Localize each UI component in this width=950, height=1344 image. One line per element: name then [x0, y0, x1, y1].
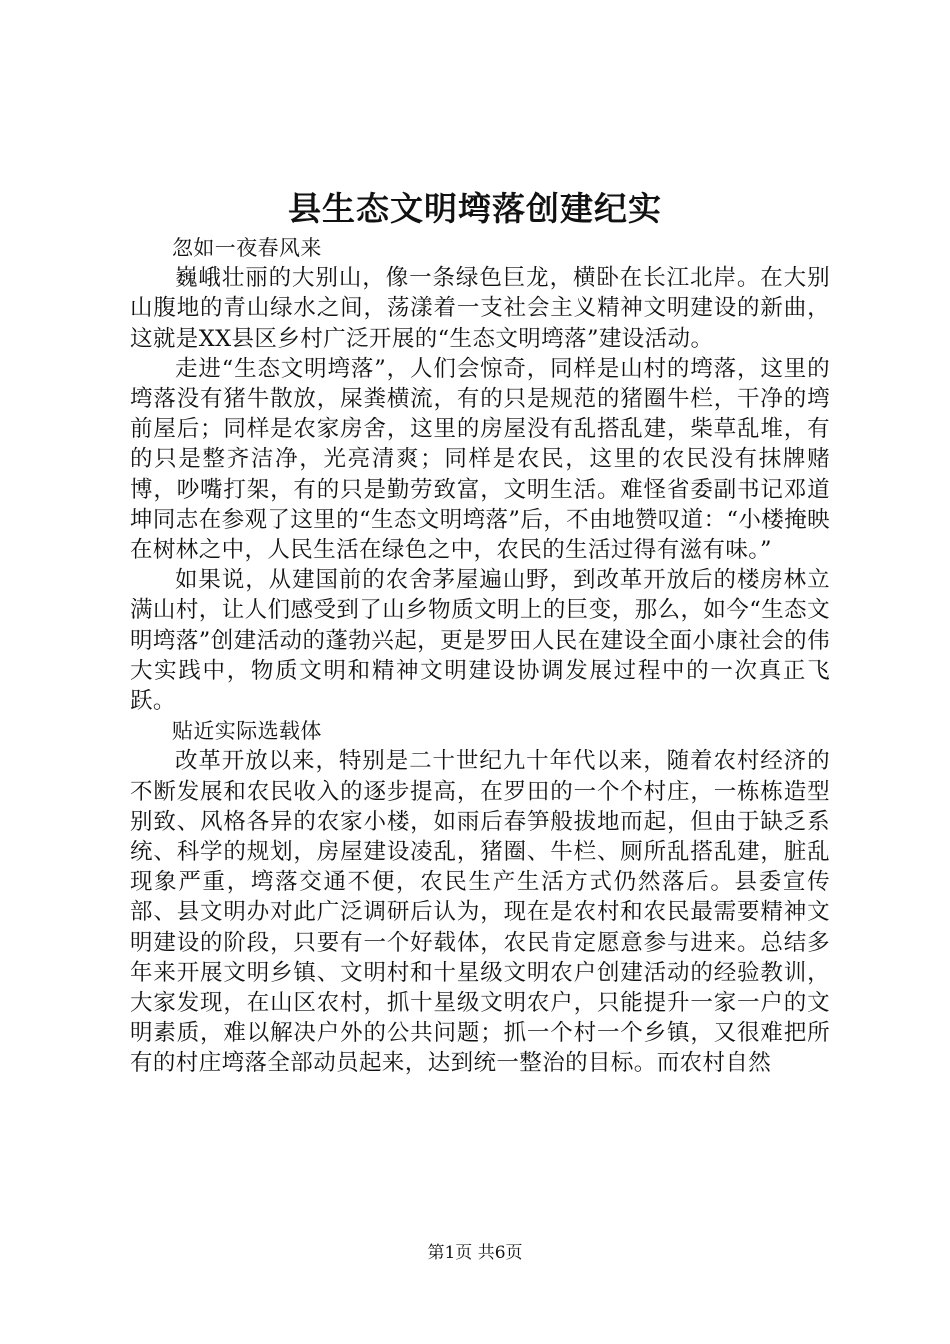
document-title: 县生态文明塆落创建纪实	[288, 189, 662, 228]
paragraph: 改革开放以来，特别是二十世纪九十年代以来，随着农村经济的不断发展和农民收入的逐步提高，在罗田的一个个村庄，一栋栋造型别致、风格各异的农家小楼，如雨后春笋般拔地而起，但由于缺乏系统、科学的规划，房屋建设凌乱，猪圈、牛栏、厕所乱搭乱建，脏乱现象严重，塆落交通不便，农民生产生活方式仍然落后。县委宣传部、县文明办对此广泛调研后认为，现在是农村和农民最需要精神文明建设的阶段，只要有一个好载体，农民肯定愿意参与进来。总结多年来开展文明乡镇、文明村和十星级文明农户创建活动的经验教训，大家发现，在山区农村，抓十星级文明农户，只能提升一家一户的文明素质，难以解决户外的公共问题；抓一个村一个乡镇，又很难把所有的村庄塆落全部动员起来，达到统一整治的目标。而农村自然	[130, 748, 830, 1077]
paragraph: 如果说，从建国前的农舍茅屋遍山野，到改革开放后的楼房林立满山村，让人们感受到了山乡物质文明上的巨变，那么，如今“生态文明塆落”创建活动的蓬勃兴起，更是罗田人民在建设全面小康社会的伟大实践中，物质文明和精神文明建设协调发展过程中的一次真正飞跃。	[130, 567, 830, 715]
section-heading: 忽如一夜春风来	[172, 236, 322, 260]
page-footer: 第1页 共6页	[427, 1243, 523, 1263]
paragraph: 走进“生态文明塆落”，人们会惊奇，同样是山村的塆落，这里的塆落没有猪牛散放，屎粪横流，有的只是规范的猪圈牛栏，干净的塆前屋后；同样是农家房舍，这里的房屋没有乱搭乱建，柴草乱堆，有的只是整齐洁净，光亮清爽；同样是农民，这里的农民没有抹牌赌博，吵嘴打架，有的只是勤劳致富，文明生活。难怪省委副书记邓道坤同志在参观了这里的“生态文明塆落”后，不由地赞叹道：“小楼掩映在树林之中，人民生活在绿色之中，农民的生活过得有滋有味。”	[130, 355, 830, 564]
paragraph: 巍峨壮丽的大别山，像一条绿色巨龙，横卧在长江北岸。在大别山腹地的青山绿水之间，荡漾着一支社会主义精神文明建设的新曲，这就是XX县区乡村广泛开展的“生态文明塆落”建设活动。	[130, 265, 830, 352]
document-body	[130, 233, 830, 1079]
section-heading: 贴近实际选载体	[172, 719, 322, 744]
